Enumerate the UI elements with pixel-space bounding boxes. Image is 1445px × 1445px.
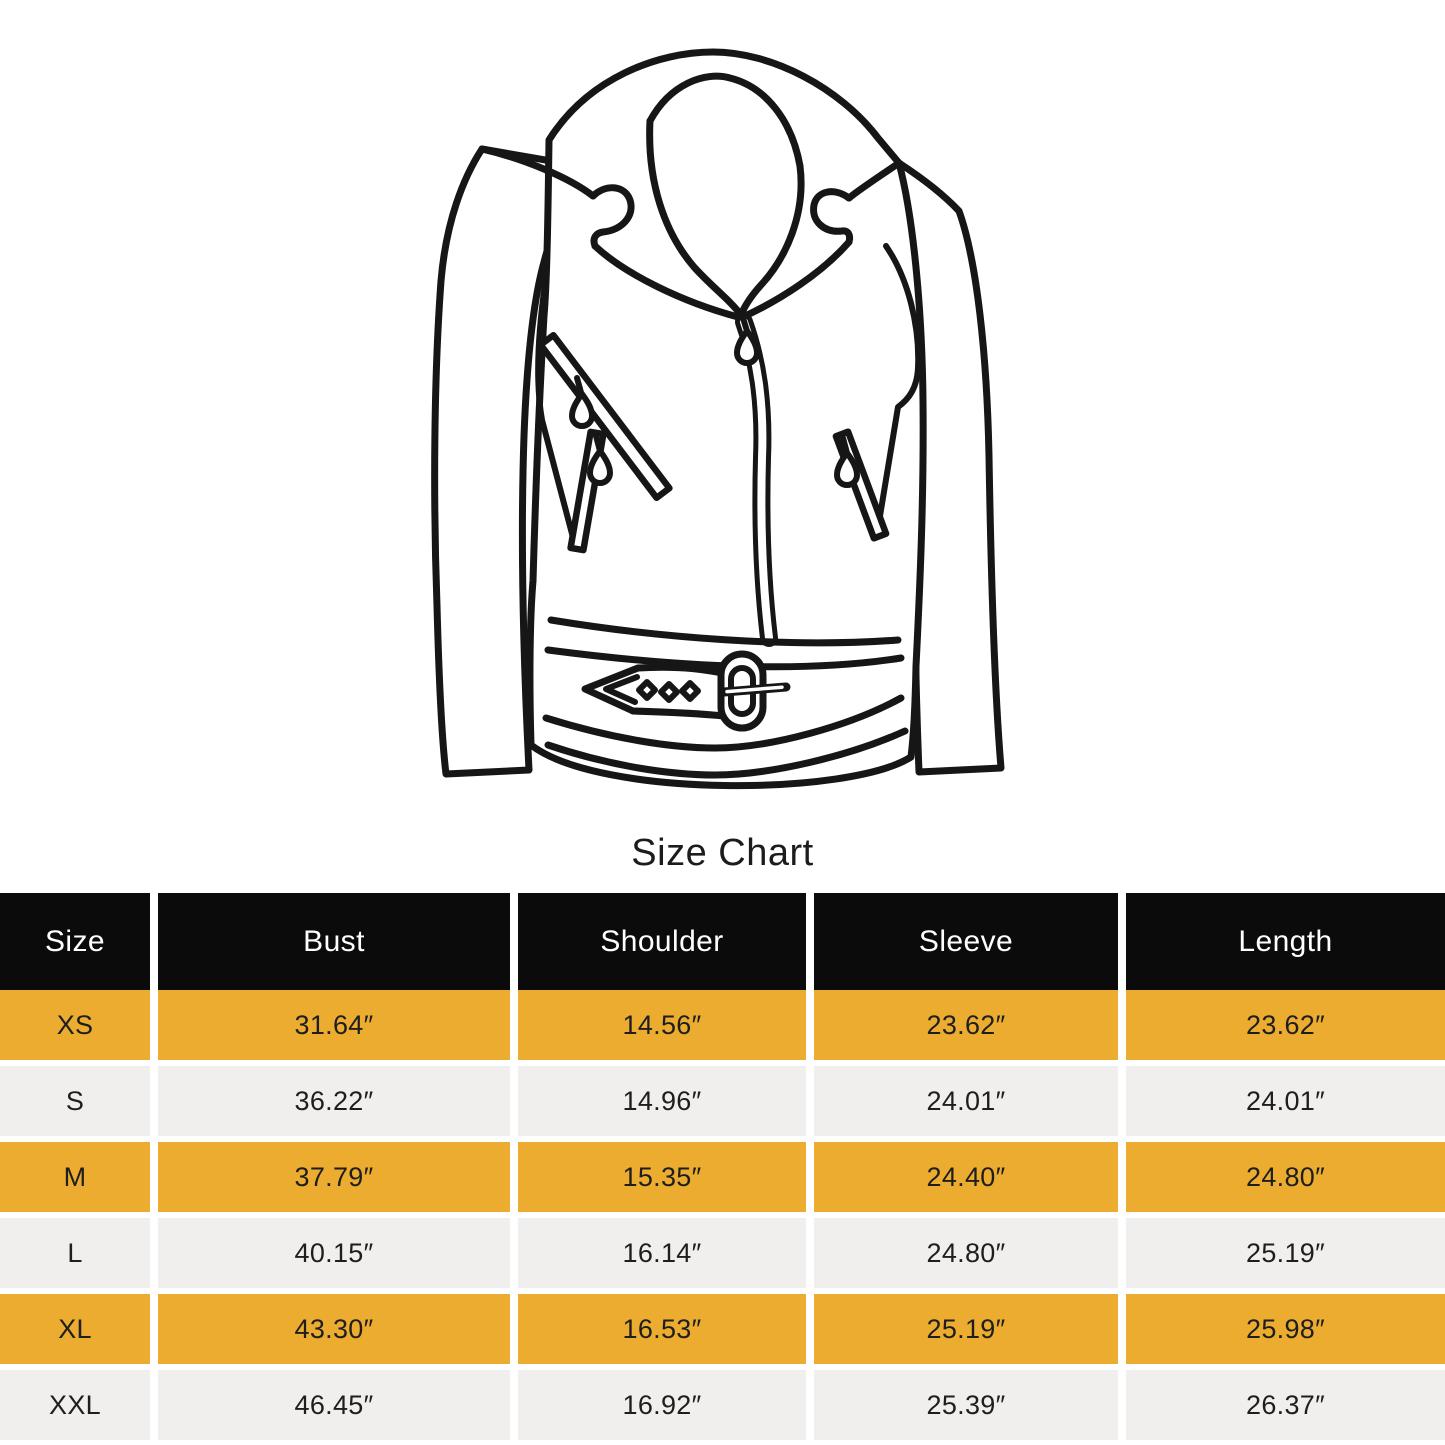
cell-sleeve: 23.62″ [814,990,1118,1060]
cell-bust: 37.79″ [158,1142,510,1212]
cell-shoulder: 15.35″ [518,1142,806,1212]
page-title: Size Chart [631,832,814,874]
belt-hole-1 [639,682,655,698]
cell-length: 24.01″ [1126,1066,1445,1136]
belt-hole-3 [682,683,698,699]
column-header-size: Size [0,893,150,990]
column-header-length: Length [1126,893,1445,990]
cell-sleeve: 24.01″ [814,1066,1118,1136]
table-row-m [0,1142,1445,1212]
cell-bust: 36.22″ [158,1066,510,1136]
table-row-xs [0,990,1445,1060]
table-row-xxl [0,1370,1445,1440]
cell-length: 25.19″ [1126,1218,1445,1288]
cell-size: S [0,1066,150,1136]
cell-bust: 43.30″ [158,1294,510,1364]
cell-sleeve: 25.39″ [814,1370,1118,1440]
cell-shoulder: 14.96″ [518,1066,806,1136]
cell-length: 23.62″ [1126,990,1445,1060]
belt-hole-2 [661,684,677,700]
cell-sleeve: 25.19″ [814,1294,1118,1364]
cell-shoulder: 14.56″ [518,990,806,1060]
cell-sleeve: 24.40″ [814,1142,1118,1212]
cell-shoulder: 16.14″ [518,1218,806,1288]
cell-size: XXL [0,1370,150,1440]
biker-jacket-illustration [430,26,1015,821]
column-header-shoulder: Shoulder [518,893,806,990]
cell-size: L [0,1218,150,1288]
cell-shoulder: 16.92″ [518,1370,806,1440]
table-header-row [0,893,1445,990]
cell-size: M [0,1142,150,1212]
cell-sleeve: 24.80″ [814,1218,1118,1288]
table-row-xl [0,1294,1445,1364]
cell-length: 26.37″ [1126,1370,1445,1440]
cell-bust: 40.15″ [158,1218,510,1288]
cell-bust: 46.45″ [158,1370,510,1440]
cell-size: XL [0,1294,150,1364]
table-row-s [0,1066,1445,1136]
column-header-sleeve: Sleeve [814,893,1118,990]
column-header-bust: Bust [158,893,510,990]
cell-length: 25.98″ [1126,1294,1445,1364]
cell-shoulder: 16.53″ [518,1294,806,1364]
table-row-l [0,1218,1445,1288]
cell-length: 24.80″ [1126,1142,1445,1212]
size-chart-table [0,893,1445,1440]
cell-size: XS [0,990,150,1060]
cell-bust: 31.64″ [158,990,510,1060]
